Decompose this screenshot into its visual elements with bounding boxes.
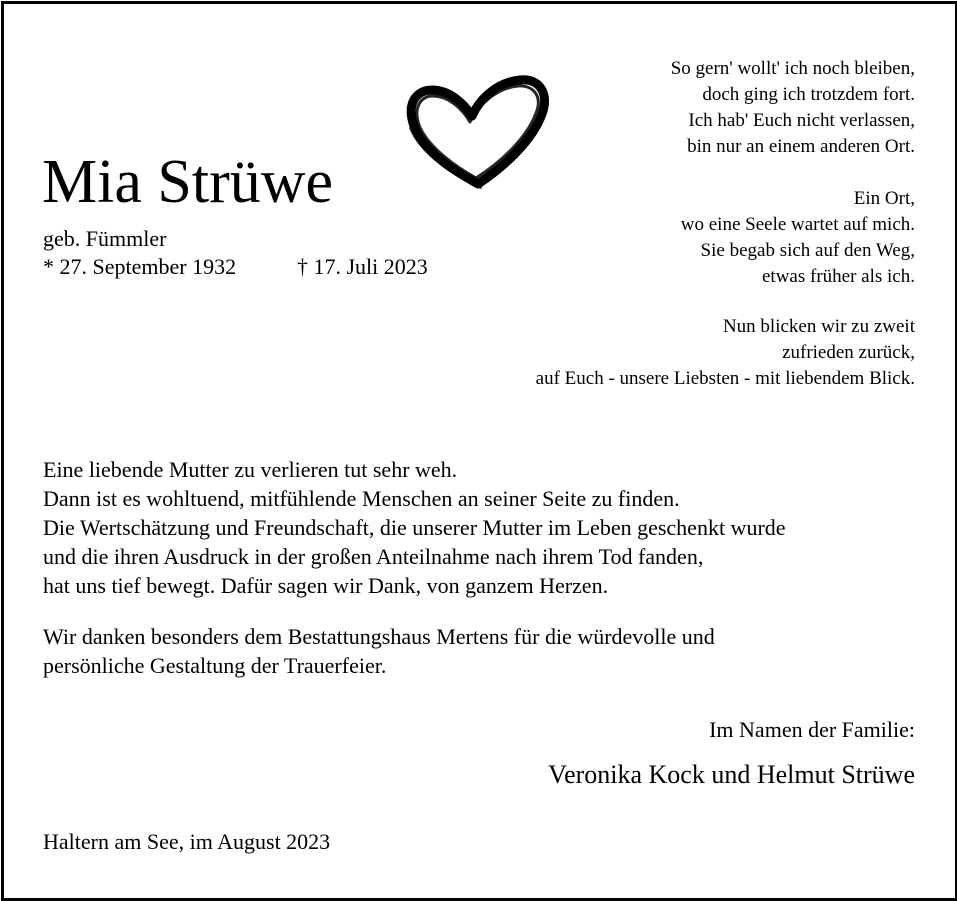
poem-line: Nun blicken wir zu zweit (722, 316, 915, 337)
poem-line: auf Euch - unsere Liebsten - mit liebendem Blick. (535, 368, 915, 389)
signature-intro: Im Namen der Familie: (709, 717, 915, 742)
poem-stanza (536, 314, 915, 392)
poem-line: So gern' wollt' ich noch bleiben, (670, 58, 915, 79)
paragraph-line: hat uns tief bewegt. Dafür sagen wir Dank, von ganzem Herzen. (43, 573, 609, 598)
signature-names: Veronika Kock und Helmut Strüwe (548, 760, 915, 789)
death-date: † 17. Juli 2023 (297, 254, 428, 279)
poem-line: Ich hab' Euch nicht verlassen, (688, 110, 915, 131)
birth-date: * 27. September 1932 (43, 254, 237, 279)
paragraph-line: Die Wertschätzung und Freundschaft, die unserer Mutter im Leben geschenkt wurde (43, 515, 786, 540)
poem-line: wo eine Seele wartet auf mich. (680, 214, 915, 235)
poem-line: zufrieden zurück, (782, 342, 915, 363)
poem-stanza (681, 186, 915, 290)
deceased-name: Mia Strüwe (42, 148, 334, 216)
paragraph-line: und die ihren Ausdruck in der großen Anteilnahme nach ihrem Tod fanden, (43, 544, 704, 569)
paragraph-line: Eine liebende Mutter zu verlieren tut sehr weh. (43, 457, 458, 482)
paragraph-line: persönliche Gestaltung der Trauerfeier. (43, 653, 387, 678)
poem-line: doch ging ich trotzdem fort. (702, 84, 915, 105)
paragraph-line: Wir danken besonders dem Bestattungshaus Mertens für die würdevolle und (43, 624, 715, 649)
maiden-name: geb. Fümmler (43, 226, 167, 251)
heart-icon (402, 68, 554, 196)
poem-line: bin nur an einem anderen Ort. (687, 136, 915, 157)
thanks-paragraph (43, 455, 786, 600)
place-date: Haltern am See, im August 2023 (43, 829, 331, 854)
funeral-home-thanks-paragraph (43, 622, 715, 680)
poem-line: Ein Ort, (853, 188, 915, 209)
poem-line: Sie begab sich auf den Weg, (700, 240, 915, 261)
poem-line: etwas früher als ich. (762, 266, 915, 287)
poem-stanza (671, 56, 915, 160)
paragraph-line: Dann ist es wohltuend, mitfühlende Menschen an seiner Seite zu finden. (43, 486, 680, 511)
